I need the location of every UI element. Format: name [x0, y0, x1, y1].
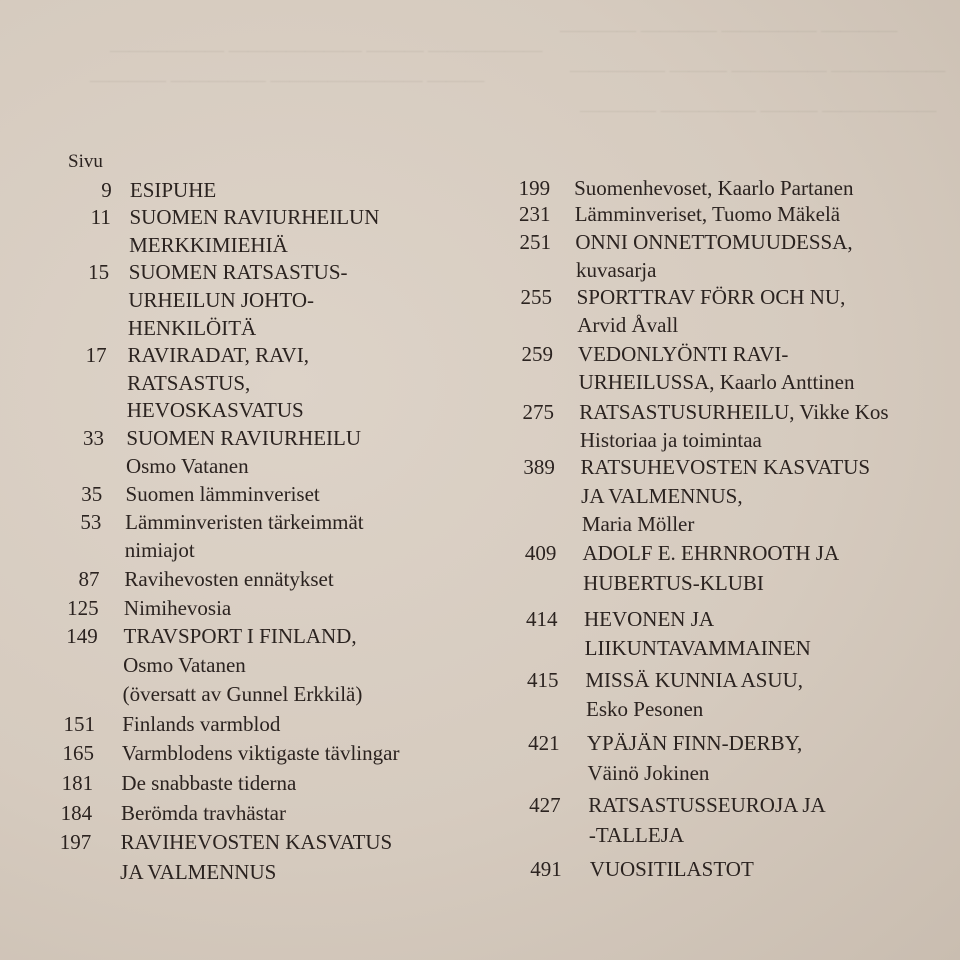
entry-subtitle: Osmo Vatanen: [125, 454, 249, 478]
entry-title: RAVIHEVOSTEN KASVATUS: [120, 830, 393, 854]
page-number: 151: [63, 712, 95, 736]
entry-title: SUOMEN RATSASTUS-: [128, 260, 348, 284]
entry-title: RATSUHEVOSTEN KASVATUS: [580, 455, 871, 479]
entry-subtitle: HENKILÖITÄ: [127, 316, 257, 340]
entry-title: SUOMEN RAVIURHEILU: [126, 426, 362, 450]
page-number: 53: [80, 510, 102, 534]
page-number: 491: [530, 857, 562, 881]
entry-title: Varmblodens viktigaste tävlingar: [121, 741, 400, 765]
entry-title: VUOSITILASTOT: [589, 857, 754, 881]
page-number: 165: [62, 741, 95, 765]
entry-title: ADOLF E. EHRNROOTH JA: [582, 541, 840, 565]
entry-title: MISSÄ KUNNIA ASUU,: [585, 668, 803, 692]
entry-subtitle: JA VALMENNUS: [120, 860, 277, 884]
entry-title: SPORTTRAV FÖRR OCH NU,: [576, 285, 846, 309]
entry-title: RAVIRADAT, RAVI,: [127, 343, 309, 367]
entry-subtitle: HEVOSKASVATUS: [126, 398, 304, 422]
entry-subtitle: HUBERTUS-KLUBI: [583, 571, 764, 595]
entry-subtitle: Osmo Vatanen: [123, 653, 246, 677]
page-number: 197: [59, 830, 92, 854]
entry-title: HEVONEN JA: [583, 607, 715, 631]
page-number: 11: [90, 205, 111, 229]
page-number: 87: [78, 567, 100, 591]
entry-subtitle: kuvasarja: [576, 258, 657, 282]
page-number: 125: [67, 596, 99, 620]
entry-subtitle: Väinö Jokinen: [587, 761, 710, 785]
page-number: 17: [85, 343, 107, 367]
entry-subtitle: nimiajot: [124, 538, 195, 562]
entry-title: Nimihevosia: [123, 596, 232, 620]
entry-subtitle: RATSASTUS,: [127, 371, 251, 395]
entry-title: ONNI ONNETTOMUUDESSA,: [575, 230, 853, 254]
page-number: 409: [524, 541, 557, 565]
page-number: 35: [81, 482, 103, 506]
page-number: 255: [520, 285, 552, 309]
entry-subtitle: -TALLEJA: [588, 823, 685, 847]
entry-subtitle: LIIKUNTAVAMMAINEN: [584, 636, 811, 660]
page-number: 389: [523, 455, 555, 479]
entry-subtitle: Maria Möller: [581, 512, 695, 536]
entry-title: Suomenhevoset, Kaarlo Partanen: [574, 176, 854, 200]
page-number: 251: [519, 230, 552, 254]
page-number: 414: [525, 607, 558, 631]
entry-title: Lämminveristen tärkeimmät: [125, 510, 364, 534]
entry-subtitle: JA VALMENNUS,: [581, 484, 743, 508]
entry-title: Finlands varmblod: [122, 712, 281, 736]
page-number: 199: [518, 176, 551, 200]
entry-subtitle: MERKKIMIEHIÄ: [129, 233, 288, 257]
page-number: 231: [519, 202, 551, 226]
entry-subtitle: Arvid Åvall: [577, 313, 679, 337]
entry-subtitle: Historiaa ja toimintaa: [579, 428, 762, 452]
page-number: 427: [529, 793, 561, 817]
entry-title: YPÄJÄN FINN-DERBY,: [586, 731, 803, 755]
entry-title: ESIPUHE: [129, 178, 217, 202]
page-number: 275: [522, 400, 554, 424]
entry-title: VEDONLYÖNTI RAVI-: [577, 342, 789, 366]
page-number: 15: [88, 260, 110, 284]
entry-subtitle: URHEILUN JOHTO-: [128, 288, 314, 312]
entry-subtitle: (översatt av Gunnel Erkkilä): [122, 682, 363, 706]
page-number: 181: [61, 771, 94, 795]
page-number: 421: [528, 731, 560, 755]
entry-title: RATSASTUSURHEILU, Vikke Kos: [579, 400, 889, 424]
page-number: 415: [527, 668, 559, 692]
entry-title: Suomen lämminveriset: [125, 482, 320, 506]
entry-title: TRAVSPORT I FINLAND,: [123, 624, 357, 648]
entry-title: De snabbaste tiderna: [121, 771, 297, 795]
page-number: 184: [60, 801, 93, 825]
entry-title: SUOMEN RAVIURHEILUN: [129, 205, 380, 229]
entry-subtitle: URHEILUSSA, Kaarlo Anttinen: [578, 370, 855, 394]
page-number: 9: [101, 178, 112, 202]
page-column-header: Sivu: [68, 151, 103, 172]
entry-title: Lämminveriset, Tuomo Mäkelä: [574, 202, 841, 226]
entry-title: Ravihevosten ennätykset: [124, 567, 334, 591]
page-number: 149: [66, 624, 98, 648]
entry-title: RATSASTUSSEUROJA JA: [588, 793, 826, 817]
entry-subtitle: Esko Pesonen: [586, 697, 704, 721]
page-number: 259: [521, 342, 553, 366]
entry-title: Berömda travhästar: [120, 801, 287, 825]
page-number: 33: [82, 426, 104, 450]
